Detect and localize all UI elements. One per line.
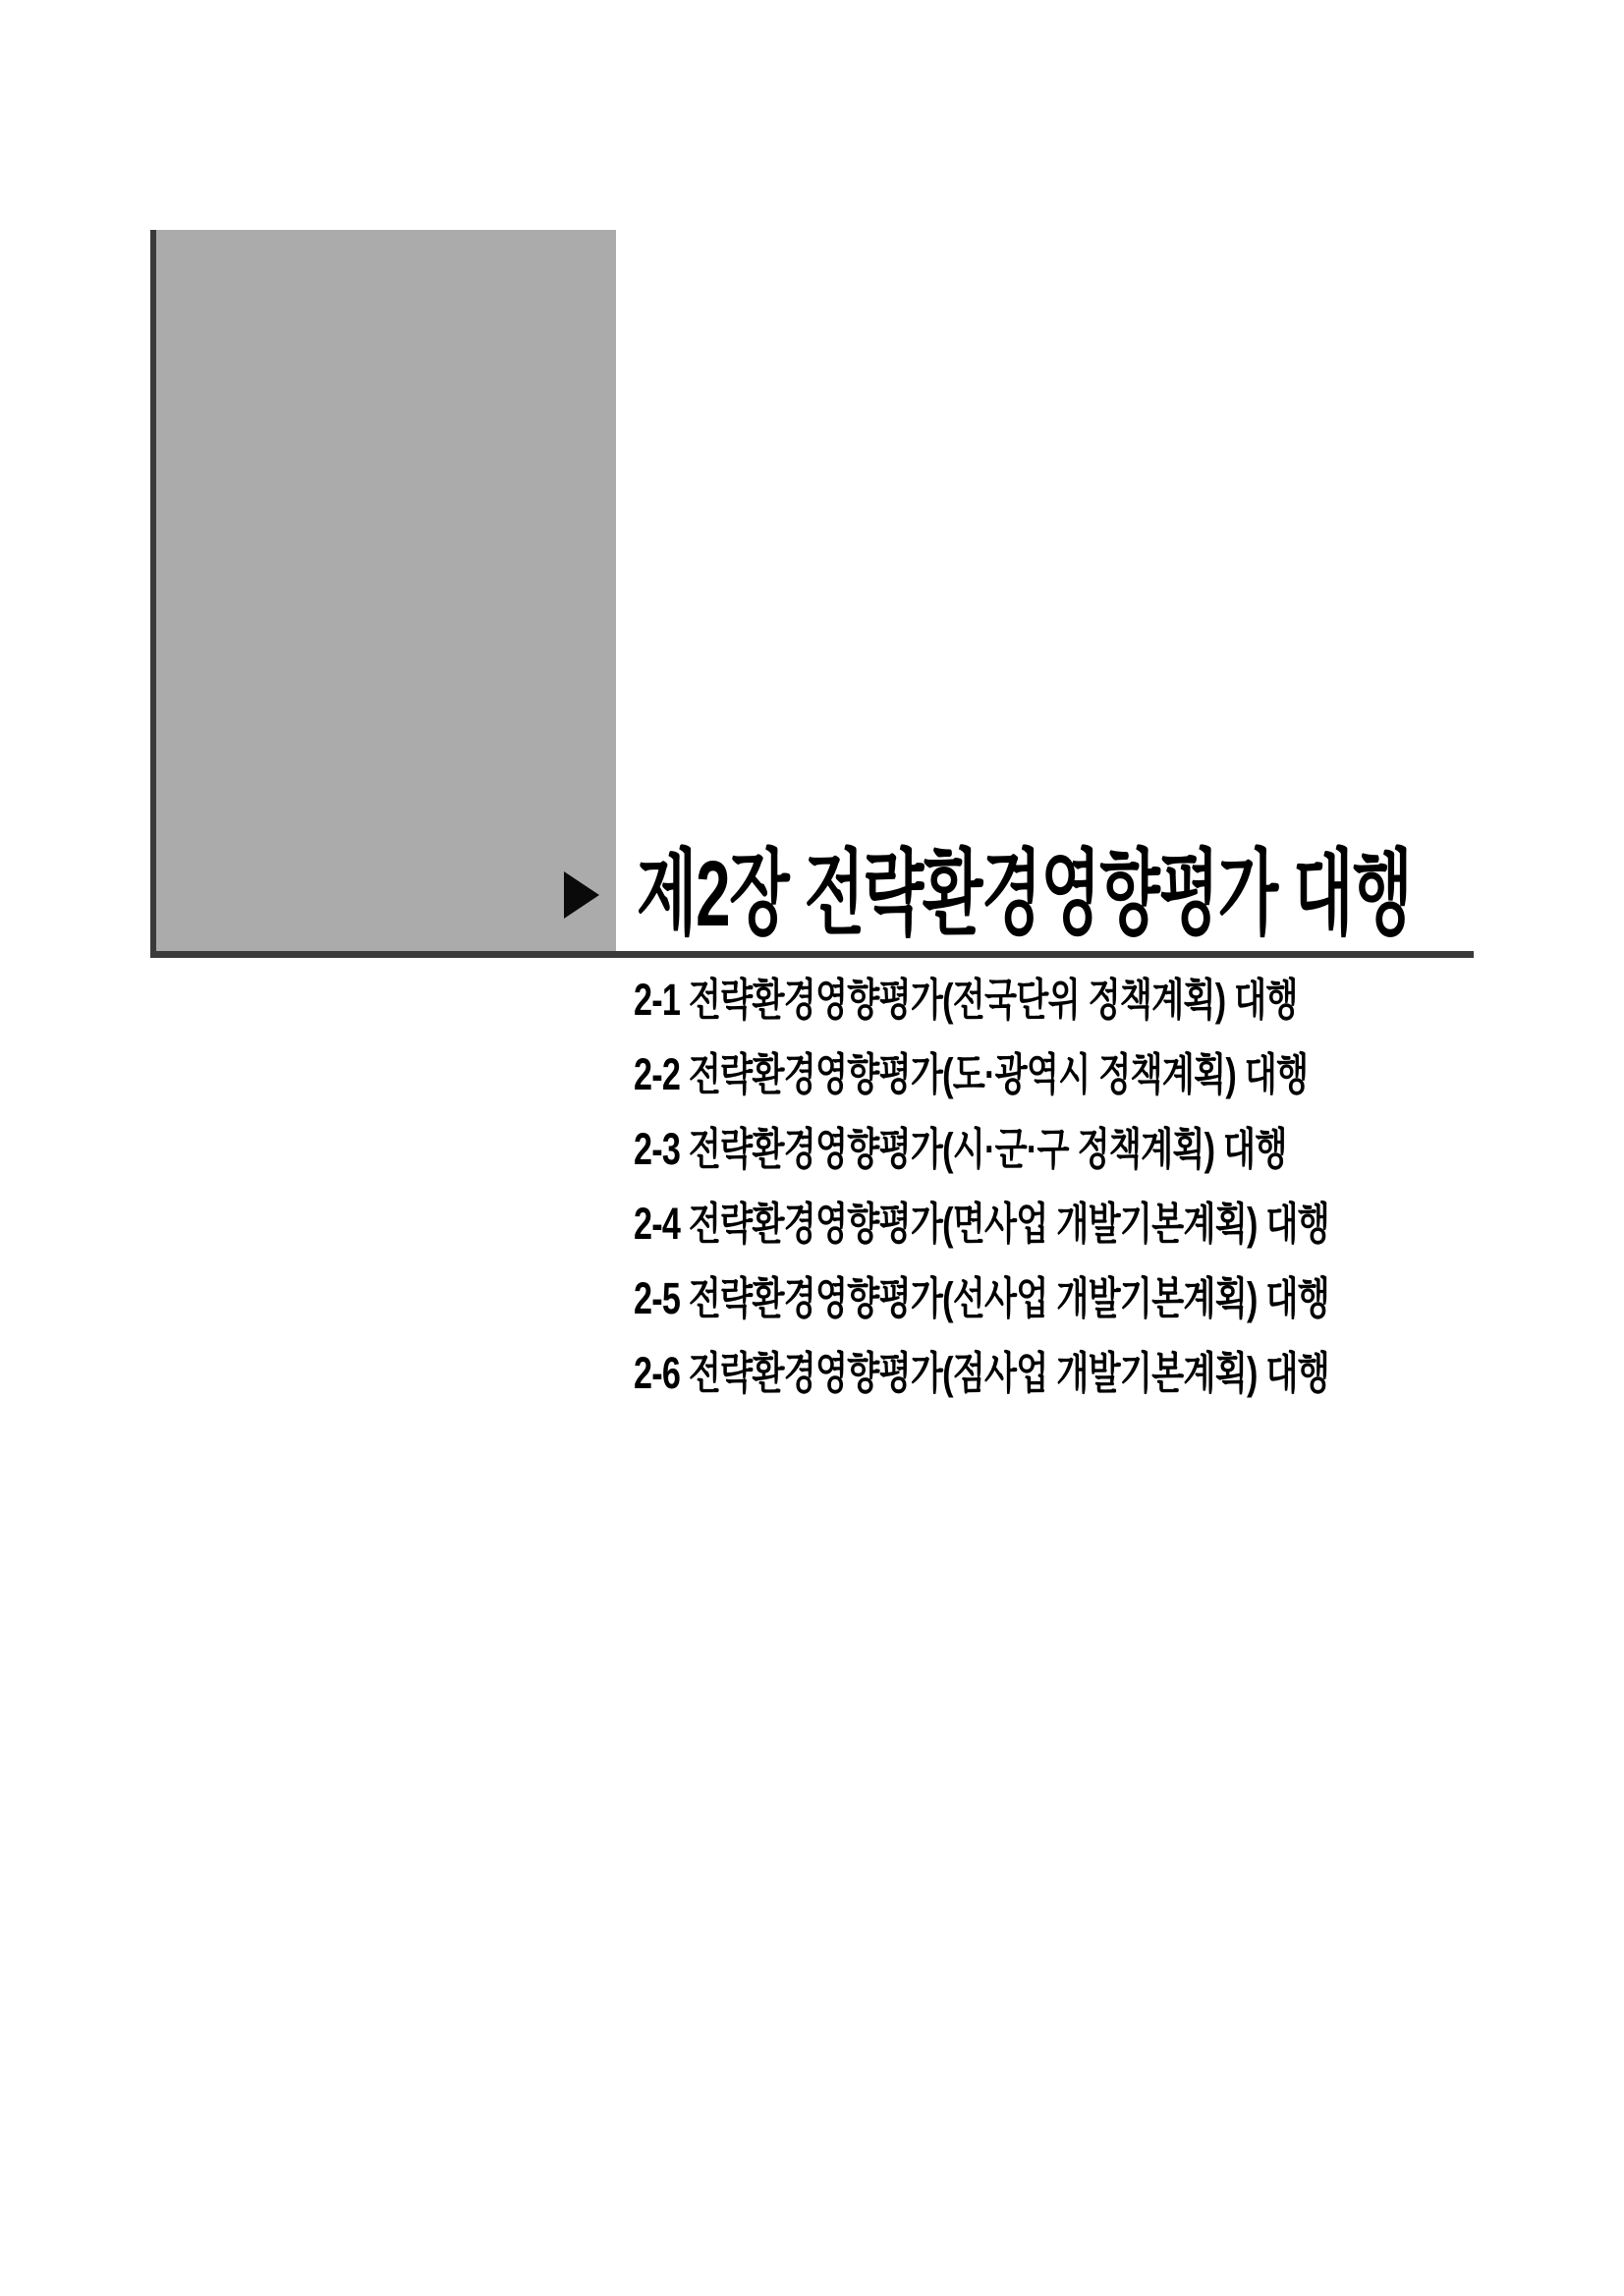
toc-item: 2-3 전략환경영향평가(시·군·구 정책계획) 대행 [634,1123,1287,1174]
title-underline-rule [150,951,1474,958]
toc-item: 2-2 전략환경영향평가(도·광역시 정책계획) 대행 [634,1048,1309,1099]
chapter-title: 제2장 전략환경영향평가 대행 [637,842,1412,946]
chapter-divider-block [150,230,616,951]
right-triangle-icon [564,871,599,919]
toc-item: 2-6 전략환경영향평가(점사업 개발기본계획) 대행 [634,1347,1329,1398]
chapter-toc [634,958,1548,1406]
toc-item: 2-4 전략환경영향평가(면사업 개발기본계획) 대행 [634,1198,1329,1249]
toc-item: 2-1 전략환경영향평가(전국단위 정책계획) 대행 [634,974,1298,1025]
toc-item: 2-5 전략환경영향평가(선사업 개발기본계획) 대행 [634,1272,1329,1323]
